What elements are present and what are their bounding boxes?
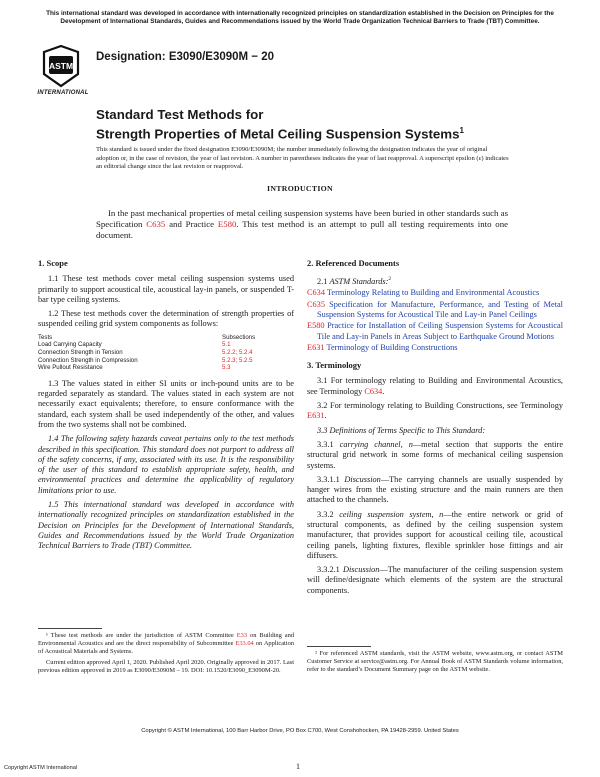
tests-table [38,334,294,372]
scope-1-4: 1.4 The following safety hazards caveat pertains only to the test methods described in this specification. This standard does not purport to address all of the safety concerns, if any, associated with its use. It is the responsibility of the user of this standard to establish appropriate safety, health, and environmental practices and determine the applicability of regulatory limitations prior to use. [38,434,294,495]
page-number: 1 [296,762,300,771]
term-3-1: 3.1 For terminology relating to Building and Environmental Acoustics, see Terminology C634. [307,376,563,396]
term-3-3: 3.3 Definitions of Terms Specific to This Standard: [317,425,486,435]
introduction-text: In the past mechanical properties of metal ceiling suspension systems have been buried in other standards such as Specification C635 and Practice E580. This test method is an attempt to pull all testing requirements into one document. [96,208,508,240]
table-row: Connection Strength in Compression 5.2.3; 5.2.5 [38,356,253,364]
issuance-notice: This standard is issued under the fixed designation E3090/E3090M; the number immediately following the designation indicates the year of original adoption or, in the case of revision, the year of last revision. A number in parentheses indicates the year of last reapproval. A superscript epsilon (ε) indicates an editorial change since the last revision or reapproval. [96,146,509,170]
footnote-rule [307,646,371,647]
copyright-line: Copyright © ASTM International, 100 Barr Harbor Drive, PO Box C700, West Conshohocken, PA 19428-2959. United States [141,728,459,734]
ref-item-c635[interactable]: C635 Specification for Manufacture, Performance, and Testing of Metal Suspension Systems for Acoustical Tile and Lay-in Panel Ceilings [307,299,563,319]
table-row: Load Carrying Capacity 5.1 [38,341,231,349]
footnote-rule [38,628,102,629]
ref-item-c634[interactable]: C634 Terminology Relating to Building and Environmental Acoustics [307,288,540,298]
astm-logo [36,44,86,88]
term-3-3-1-1: 3.3.1.1 Discussion—The carrying channels are usually suspended by hanger wires from the existing structure and the main runners are then attached to the channels. [307,474,563,505]
title-line-1: Standard Test Methods for [96,107,264,122]
terminology-heading: 3. Terminology [307,360,362,371]
right-column [307,258,563,600]
introduction-heading: INTRODUCTION [267,184,333,193]
ref-2-1: 2.1 ASTM Standards:$^2$ [317,276,392,287]
table-row: Connection Strength in Tension 5.2.2; 5.2.4 [38,348,253,356]
ref-item-e631[interactable]: E631 Terminology of Building Constructions [307,342,458,352]
table-row: Wire Pullout Resistance 5.3 [38,364,231,372]
scope-1-2: 1.2 These test methods cover the determination of strength properties of suspended ceiling grid system components as follows: [38,309,294,329]
footer-left: Copyright ASTM International [4,765,78,771]
scope-heading: 1. Scope [38,258,68,268]
scope-1-3: 1.3 The values stated in either SI units or inch-pound units are to be regarded separately as standard. The values stated in each system are not necessarily exact equivalents; therefore, to ensure conformance with the standard, each system shall be used independently of the other, and values from the two systems shall not be combined. [38,378,294,429]
astm-logo-text: ASTM [48,61,74,71]
term-3-3-1: 3.3.1 carrying channel, n—metal section that supports the entire structural grid network in some forms of mechanical ceiling suspension systems. [307,439,564,470]
table-header-row: Tests Subsections [38,333,256,341]
scope-1-5: 1.5 This international standard was developed in accordance with internationally recognized principles on standardization established in the Decision on Principles for the Development of International Standards, Guides and Recommendations issued by the World Trade Organization Technical Barriers to Trade (TBT) Committee. [38,500,294,551]
c635-link[interactable]: C635 [146,219,166,229]
term-3-3-2: 3.3.2 ceiling suspension system, n—the entire network or grid of structural components, as defined by the ceiling suspension system manufacturer, that provides support for acoustical ceiling tile, acoustical ceiling panels, lighting fixtures, flexible sprinkler hose fittings and air diffusers. [307,509,563,560]
title-footnote-mark: 1 [459,125,464,135]
left-column [38,258,294,556]
title-line-2: Strength Properties of Metal Ceiling Suspension Systems$^1$ [96,125,464,141]
scope-1-1: 1.1 These test methods cover metal ceiling suspension systems used primarily to support acoustical tile, acoustical lay-in panels, or suspended T-bar type ceiling systems. [38,274,294,304]
term-3-3-2-1: 3.3.2.1 Discussion—The manufacturer of the ceiling suspension system will define/designate which elements of the system are the structural components. [307,565,564,595]
footnote-2: ² For referenced ASTM standards, visit the ASTM website, www.astm.org, or contact ASTM Customer Service at service@astm.org. For Annual Book of ASTM Standards volume information, refer to the standard’s Document Summary page on the ASTM website. [307,646,563,677]
referenced-documents-heading: 2. Referenced Documents [307,258,400,268]
astm-logo-subtext: INTERNATIONAL [37,90,89,96]
tbt-banner: This international standard was developed in accordance with internationally recognized principles on standardization established in the Decision on Principles for the Development of International Standards, Guides and Recommendations issued by the World Trade Organization Technical Barriers to Trade (TBT) Committee. [46,10,554,25]
term-3-2: 3.2 For terminology relating to Building Constructions, see Terminology E631. [307,401,563,421]
designation: Designation: E3090/E3090M − 20 [96,51,275,63]
e580-link[interactable]: E580 [217,219,237,229]
ref-item-e580[interactable]: E580 Practice for Installation of Ceiling Suspension Systems for Acoustical Tile and Lay-in Panels in Areas Subject to Earthquake Ground Motions [307,321,563,341]
document-title [96,107,464,141]
footnote-1: ¹ These test methods are under the jurisdiction of ASTM Committee E33 on Building and Environmental Acoustics and are the direct responsibility of Subcommittee E33.04 on Application of Acoustical Materials and Systems. Current edition approved April 1, 2020. Published April 2020. Originally approved in 2017. Last previous edition approved in 2019 as E3090/E3090M – 19. DOI: 10.1520/E3090_E3090M-20. [38,628,294,677]
